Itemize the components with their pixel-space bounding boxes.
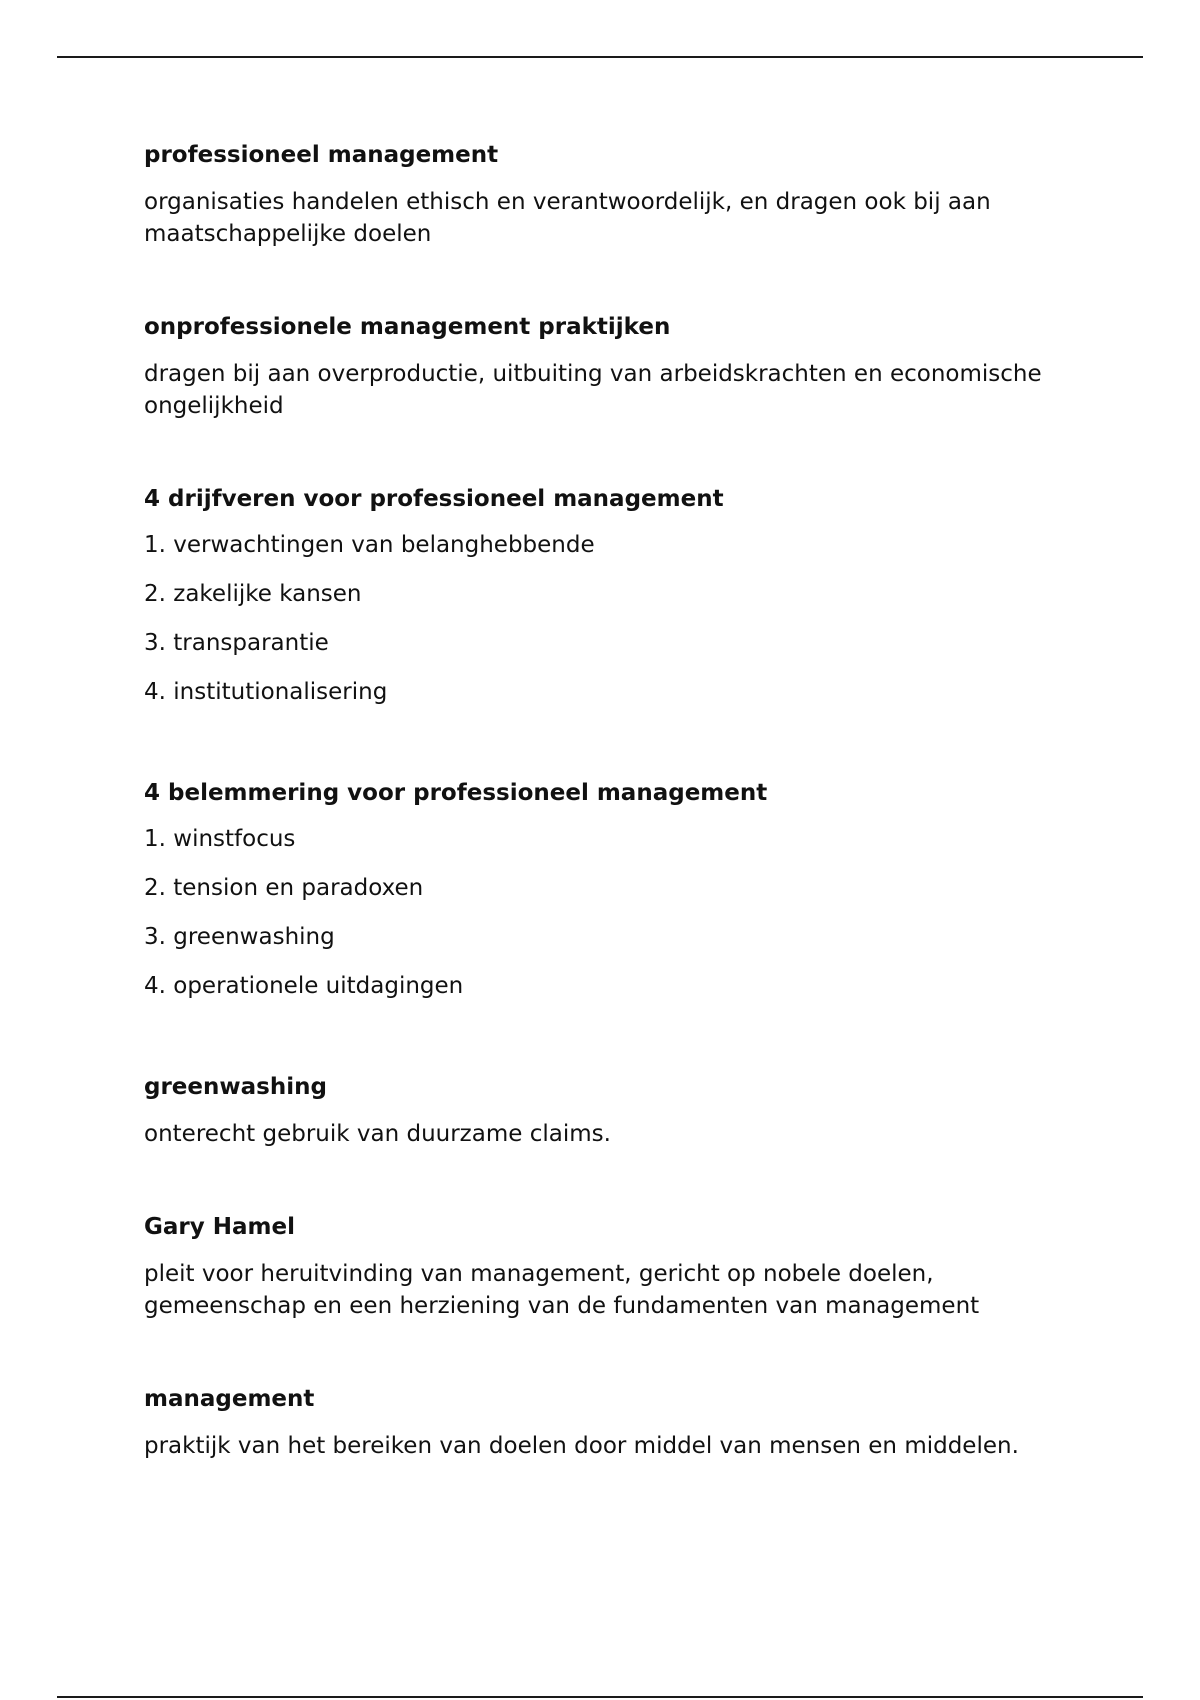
term-heading: 4 drijfveren voor professioneel management (144, 486, 724, 512)
list-item: 1. winstfocus (144, 826, 296, 852)
list-item: 3. transparantie (144, 630, 329, 656)
entry-professioneel-management (144, 140, 1064, 250)
list-item: 2. zakelijke kansen (144, 581, 362, 607)
term-definition: pleit voor heruitvinding van management, gericht op nobele doelen, gemeenschap en een herziening van de fundamenten van management (144, 1261, 980, 1319)
list-item: 2. tension en paradoxen (144, 875, 424, 901)
term-definition: onterecht gebruik van duurzame claims. (144, 1121, 611, 1147)
term-heading: management (144, 1386, 315, 1412)
list-item: 1. verwachtingen van belanghebbende (144, 532, 595, 558)
term-heading: onprofessionele management praktijken (144, 314, 671, 340)
list-item: 3. greenwashing (144, 924, 335, 950)
list-item: 4. operationele uitdagingen (144, 973, 464, 999)
term-heading: 4 belemmering voor professioneel management (144, 780, 768, 806)
term-definition: organisaties handelen ethisch en verantwoordelijk, en dragen ook bij aan maatschappelijke doelen (144, 189, 991, 247)
numbered-list (144, 824, 1064, 1002)
entry-greenwashing (144, 1072, 1064, 1150)
top-divider (57, 56, 1143, 58)
term-heading: greenwashing (144, 1074, 327, 1100)
term-definition: dragen bij aan overproductie, uitbuiting van arbeidskrachten en economische ongelijkheid (144, 361, 1042, 419)
document-body (144, 140, 1064, 1524)
entry-gary-hamel (144, 1212, 1064, 1322)
list-item: 4. institutionalisering (144, 679, 388, 705)
entry-management (144, 1384, 1064, 1462)
entry-belemmeringen (144, 778, 1064, 1002)
entry-onprofessionele-praktijken (144, 312, 1064, 422)
term-definition: praktijk van het bereiken van doelen door middel van mensen en middelen. (144, 1433, 1019, 1459)
term-heading: professioneel management (144, 142, 499, 168)
term-heading: Gary Hamel (144, 1214, 295, 1240)
bottom-divider (57, 1696, 1143, 1698)
numbered-list (144, 530, 1064, 708)
entry-drijfveren (144, 484, 1064, 708)
